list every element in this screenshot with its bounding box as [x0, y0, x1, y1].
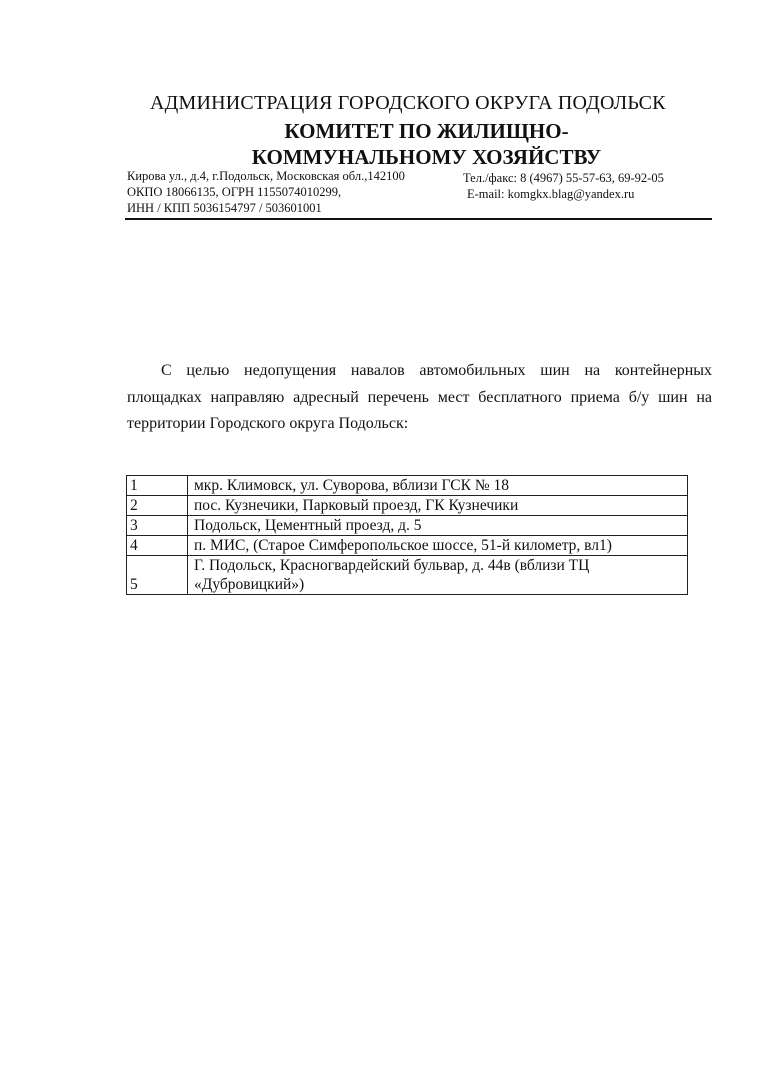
- table-row: [127, 496, 688, 516]
- committee-title: [0, 118, 763, 170]
- row-number: 2: [127, 496, 188, 516]
- row-address: мкр. Климовск, ул. Суворова, вблизи ГСК № 18: [188, 476, 688, 496]
- committee-title-line-1: КОМИТЕТ ПО ЖИЛИЩНО-: [284, 119, 569, 143]
- contact-block: [463, 170, 664, 202]
- header-divider: [125, 218, 712, 220]
- table-row: [127, 476, 688, 496]
- phone-fax: Тел./факс: 8 (4967) 55-57-63, 69-92-05: [463, 171, 664, 185]
- requisites-block: [127, 168, 405, 216]
- row-number: 5: [127, 556, 188, 595]
- postal-address: Кирова ул., д.4, г.Подольск, Московская обл.,142100: [127, 169, 405, 183]
- row-address: п. МИС, (Старое Симферопольское шоссе, 51-й километр, вл1): [188, 536, 688, 556]
- row-number: 1: [127, 476, 188, 496]
- inn-kpp: ИНН / КПП 5036154797 / 503601001: [127, 201, 322, 215]
- row-number: 3: [127, 516, 188, 536]
- table-row: [127, 536, 688, 556]
- table-row: [127, 556, 688, 595]
- committee-title-line-2: КОММУНАЛЬНОМУ ХОЗЯЙСТВУ: [251, 145, 602, 169]
- okpo-ogrn: ОКПО 18066135, ОГРН 1155074010299,: [127, 185, 342, 199]
- row-address: Подольск, Цементный проезд, д. 5: [188, 516, 688, 536]
- row-address: [188, 556, 688, 595]
- row-address-line-2: «Дубровицкий»): [194, 576, 305, 593]
- row-address-line-1: Г. Подольск, Красногвардейский бульвар, д. 44в (вблизи ТЦ: [194, 557, 590, 574]
- intro-paragraph: С целью недопущения навалов автомобильных шин на контейнерных площадках направляю адресный перечень мест бесплатного приема б/у шин на территории Городского округа Подольск:: [127, 362, 712, 432]
- email-address: E-mail: komgkx.blag@yandex.ru: [467, 187, 635, 201]
- row-number: 4: [127, 536, 188, 556]
- address-table: [126, 475, 688, 595]
- row-address: пос. Кузнечики, Парковый проезд, ГК Кузнечики: [188, 496, 688, 516]
- administration-title: АДМИНИСТРАЦИЯ ГОРОДСКОГО ОКРУГА ПОДОЛЬСК: [150, 92, 666, 114]
- table-row: [127, 516, 688, 536]
